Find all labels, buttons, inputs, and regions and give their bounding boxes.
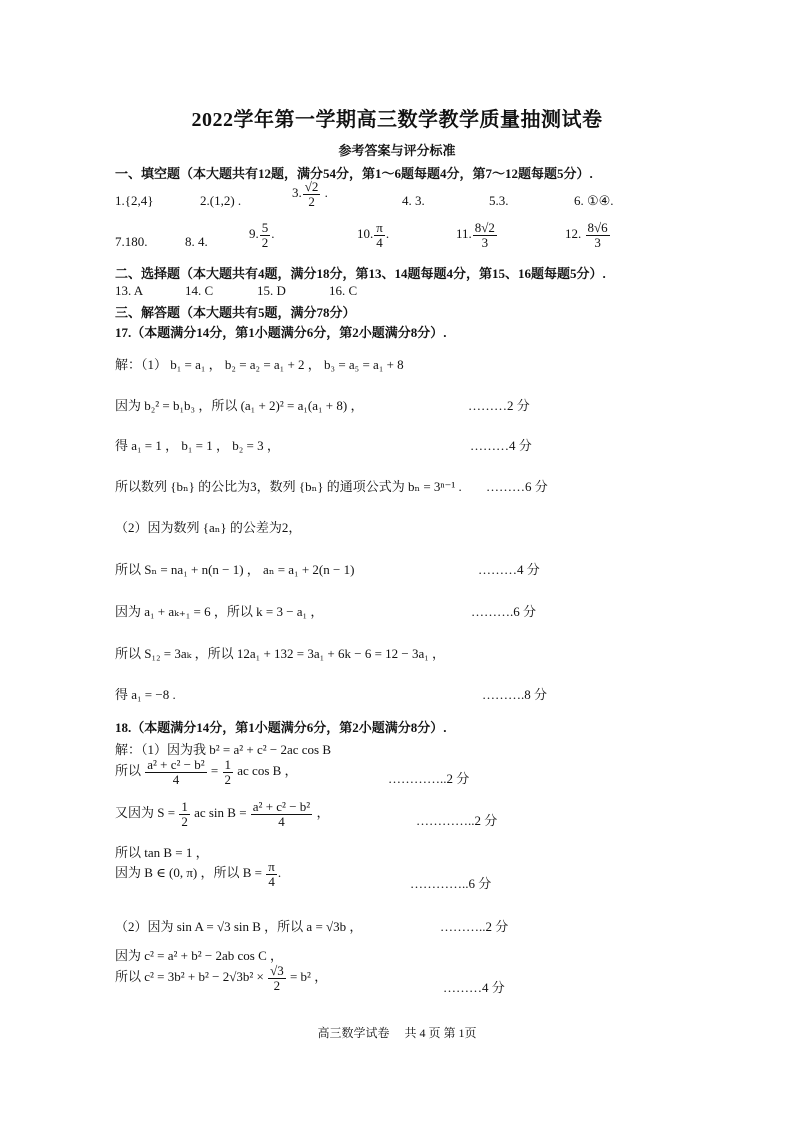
answer-3-numerator: √2 (304, 179, 319, 194)
q18-line-3-numerator: a² + c² − b² (252, 799, 311, 814)
q18-line-2-suffix: ac cos B ， (237, 763, 298, 779)
answer-16: 16. C (329, 283, 358, 298)
q18-line-3-prefix: 又因为 S = (115, 805, 176, 821)
answer-2: 2.(1,2) . (200, 193, 242, 208)
q18-line-8-suffix: = b² ， (289, 969, 328, 985)
q17-heading: 17.（本题满分14分，第1小题满分6分，第2小题满分8分）. (115, 325, 447, 340)
answer-9-prefix: 9. (249, 226, 259, 242)
q18-line-5-suffix: . (277, 865, 282, 881)
q18-line-3 (115, 800, 329, 828)
page-title: 2022学年第一学期高三数学教学质量抽测试卷 (191, 109, 603, 131)
q18-line-8-prefix: 所以 c² = 3b² + b² − 2√3b² × (115, 969, 264, 985)
q18-line-2-half (223, 758, 234, 786)
answer-10 (357, 221, 389, 249)
q18-line-3-denominator: 4 (278, 813, 285, 829)
q18-line-7: 因为 c² = a² + b² − 2ab cos C ， (115, 948, 283, 963)
answer-11-prefix: 11. (456, 226, 472, 242)
q17-score-3: ………4 分 (470, 438, 532, 453)
q18-line-2-prefix: 所以 (115, 763, 142, 779)
q18-line-3-suffix: ， (316, 805, 330, 821)
answer-3-denominator: 2 (308, 193, 315, 209)
q18-line-5 (115, 860, 281, 888)
q18-line-2-half-numerator: 1 (224, 757, 232, 772)
q18-line-2-equals: = (210, 763, 219, 779)
page-footer: 高三数学试卷 共 4 页 第 1页 (317, 1026, 477, 1040)
q17-line-9: 得 a₁ = −8 . (115, 687, 176, 702)
q18-line-3-mid: ac sin B = (194, 805, 247, 821)
answer-13: 13. A (115, 283, 144, 298)
q18-line-8-numerator: √3 (270, 963, 284, 978)
answer-11-fraction (473, 221, 497, 249)
answer-1: 1.{2,4} (115, 193, 154, 208)
q17-line-1: 解：（1） b₁ = a₁ ， b₂ = a₂ = a₁ + 2 ， b₃ = a₅ = a₁ + 8 (115, 357, 404, 372)
answer-9-denominator: 2 (261, 234, 269, 250)
answer-11-denominator: 3 (481, 234, 489, 250)
answer-4: 4. 3. (402, 193, 425, 208)
q17-line-6: 所以 Sₙ = na₁ + n(n − 1) ， aₙ = a₁ + 2(n − 1) (115, 562, 355, 577)
answer-9 (249, 221, 275, 249)
q18-line-1: 解：（1）因为我 b² = a² + c² − 2ac cos B (115, 742, 332, 757)
answer-11 (456, 221, 498, 249)
answer-9-fraction (260, 221, 271, 249)
answer-10-suffix: . (385, 226, 390, 242)
section1-heading: 一、填空题（本大题共有12题，满分54分，第1～6题每题4分，第7～12题每题5分）. (115, 166, 593, 181)
q18-line-3-half-numerator: 1 (181, 799, 188, 814)
answer-12-denominator: 3 (594, 234, 601, 250)
q18-heading: 18.（本题满分14分，第1小题满分6分，第2小题满分8分）. (115, 720, 447, 735)
q18-score-5: …………..6 分 (410, 876, 492, 891)
q18-line-5-denominator: 4 (268, 873, 275, 889)
q18-score-2: …………..2 分 (388, 771, 470, 786)
q18-line-3-half (179, 800, 190, 828)
q17-line-2: 因为 b₂² = b₁b₃ ，所以 (a₁ + 2)² = a₁(a₁ + 8) ， (115, 398, 364, 413)
q17-score-6: ………4 分 (478, 562, 540, 577)
q17-score-7: ……….6 分 (471, 604, 537, 619)
answer-12-fraction (586, 221, 610, 249)
q18-score-3: …………..2 分 (416, 813, 498, 828)
answer-10-fraction (374, 221, 385, 249)
q17-score-4: ………6 分 (486, 479, 548, 494)
q18-line-5-fraction (266, 860, 277, 888)
answer-3-prefix: 3. (292, 185, 302, 201)
q18-line-5-prefix: 因为 B ∈ (0, π) ，所以 B = (115, 865, 263, 881)
answer-3 (292, 180, 328, 208)
answer-14: 14. C (185, 283, 214, 298)
answer-3-suffix: . (321, 185, 328, 201)
q18-line-8-fraction (268, 964, 286, 992)
answer-12-numerator: 8√6 (587, 220, 608, 235)
q18-line-3-half-denominator: 2 (181, 813, 188, 829)
answer-6: 6. ①④. (574, 193, 614, 208)
answer-12-prefix: 12. (565, 226, 582, 242)
answer-15: 15. D (257, 283, 286, 298)
q18-line-6: （2）因为 sin A = √3 sin B ，所以 a = √3b ， (115, 919, 363, 934)
q18-line-8-denominator: 2 (273, 977, 281, 993)
q18-line-2-denominator: 4 (172, 771, 180, 787)
q18-line-4: 所以 tan B = 1 ， (115, 845, 209, 860)
q18-line-2-numerator: a² + c² − b² (147, 757, 205, 772)
answer-11-numerator: 8√2 (474, 220, 495, 235)
q18-score-8: ………4 分 (443, 980, 505, 995)
q18-line-3-fraction (251, 800, 312, 828)
section3-heading: 三、解答题（本大题共有5题，满分78分） (115, 305, 356, 320)
answer-9-numerator: 5 (261, 220, 269, 235)
answer-10-prefix: 10. (357, 226, 374, 242)
q17-score-2: ………2 分 (468, 398, 530, 413)
answer-10-numerator: π (376, 220, 383, 235)
answer-8: 8. 4. (185, 234, 208, 249)
answer-7: 7.180. (115, 234, 148, 249)
q17-line-7: 因为 a₁ + aₖ₊₁ = 6 ，所以 k = 3 − a₁ ， (115, 604, 324, 619)
q17-line-8: 所以 S₁₂ = 3aₖ ，所以 12a₁ + 132 = 3a₁ + 6k − 6 = 12 − 3a₁ ， (115, 646, 446, 661)
answer-12 (565, 221, 611, 249)
q18-line-2-fraction (145, 758, 206, 786)
section2-heading: 二、选择题（本大题共有4题，满分18分，第13、14题每题4分，第15、16题每题5分）. (115, 266, 606, 281)
q18-line-2 (115, 758, 298, 786)
answer-5: 5.3. (489, 193, 509, 208)
q17-score-9: ……….8 分 (482, 687, 548, 702)
q18-score-6: ………..2 分 (440, 919, 509, 934)
q17-line-5: （2）因为数列 {aₙ} 的公差为2， (115, 520, 302, 535)
answer-9-suffix: . (271, 226, 275, 242)
q18-line-8 (115, 964, 327, 992)
q17-line-4: 所以数列 {bₙ} 的公比为3，数列 {bₙ} 的通项公式为 bₙ = 3ⁿ⁻¹ . (115, 479, 462, 494)
page-subtitle: 参考答案与评分标准 (338, 143, 456, 158)
q17-line-3: 得 a₁ = 1 ， b₁ = 1 ， b₂ = 3 ， (115, 438, 280, 453)
answer-10-denominator: 4 (376, 234, 383, 250)
answer-3-fraction (303, 180, 321, 208)
q18-line-5-numerator: π (268, 859, 275, 874)
q18-line-2-half-denominator: 2 (224, 771, 232, 787)
